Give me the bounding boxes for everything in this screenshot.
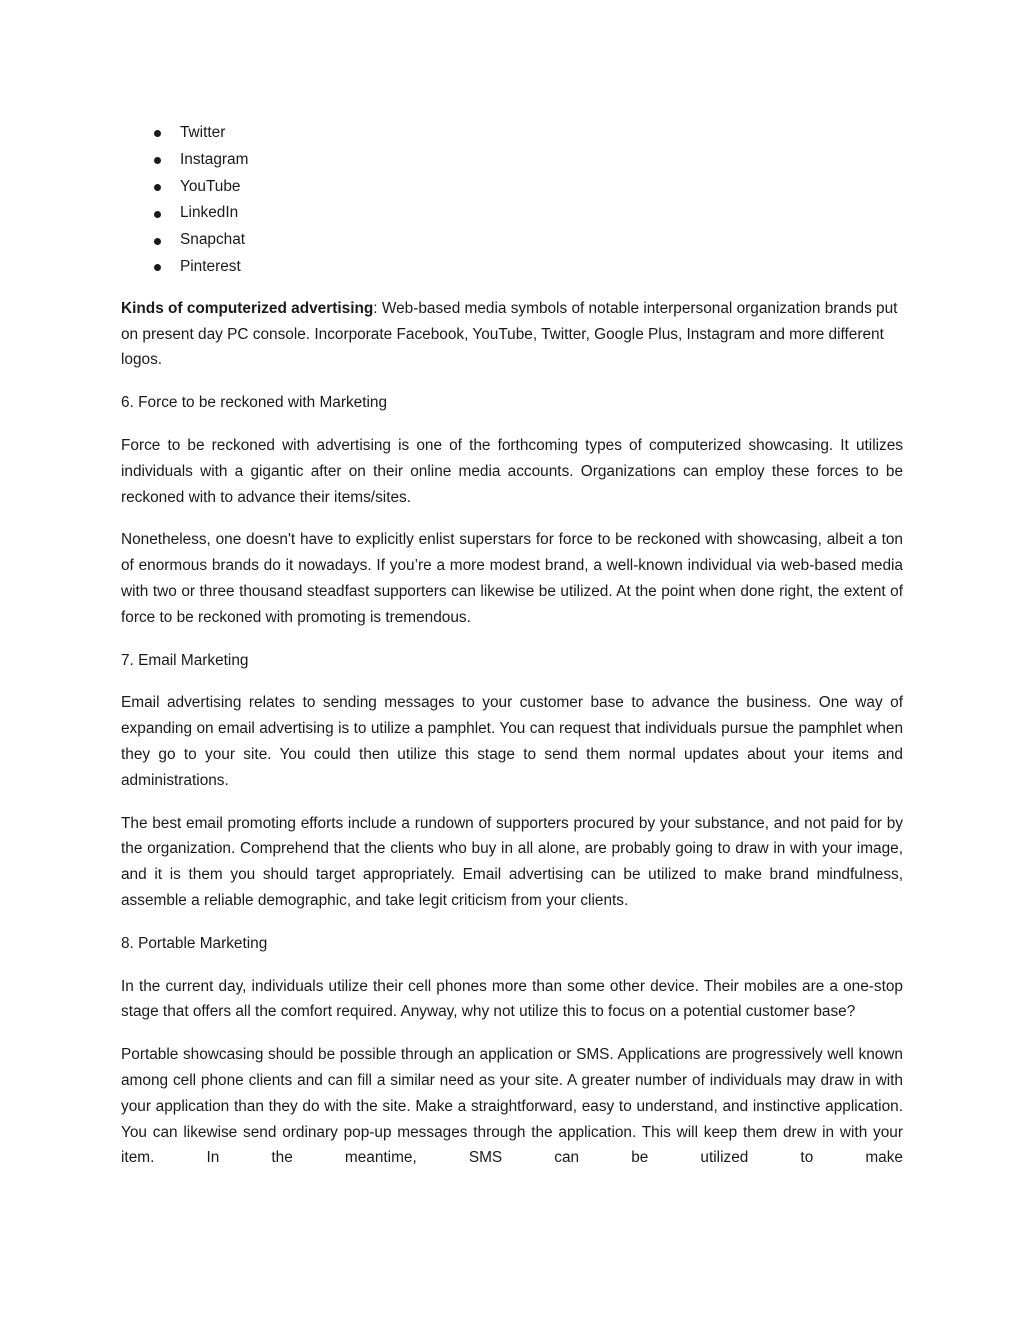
list-item-text: Pinterest (180, 257, 241, 275)
bullet-icon (154, 264, 161, 271)
document-page (121, 120, 903, 1188)
list-item-text: Twitter (180, 124, 226, 141)
list-item (121, 200, 903, 227)
bullet-icon (154, 184, 161, 191)
list-item (121, 147, 903, 174)
list-item (121, 254, 903, 281)
section-8-paragraph-1: In the current day, individuals utilize their cell phones more than some other device. Their mobiles are a one-stop stage that offers all the comfort required. Anyway, why not utilize this to focus on a potential customer base? (121, 977, 903, 1021)
list-item (121, 174, 903, 201)
bullet-icon (154, 130, 161, 137)
bullet-icon (154, 238, 161, 245)
social-network-list (121, 120, 903, 281)
section-6-paragraph-2: Nonetheless, one doesn't have to explicitly enlist superstars for force to be reckoned with showcasing, albeit a ton of enormous brands do it nowadays. If you’re a more modest brand, a well-known individual via web-based media with two or three thousand steadfast supporters can likewise be utilized. At the point when done right, the extent of force to be reckoned with promoting is tremendous. (121, 531, 903, 626)
section-6-heading: 6. Force to be reckoned with Marketing (121, 394, 388, 412)
section-7-heading: 7. Email Marketing (121, 651, 249, 669)
list-item-text: Snapchat (180, 231, 246, 249)
kinds-label: Kinds of computerized advertising (121, 299, 374, 317)
section-7-paragraph-2: The best email promoting efforts include a rundown of supporters procured by your substance, and not paid for by the organization. Comprehend that the clients who buy in all alone, are probably going to draw in with your image, and it is them you should target appropriately. Email advertising can be utilized to make brand mindfulness, assemble a reliable demographic, and take legit criticism from your clients. (121, 814, 903, 909)
kinds-paragraph (121, 296, 903, 373)
section-8-paragraph-2: Portable showcasing should be possible through an application or SMS. Applications are progressively well known among cell phone clients and can fill a similar need as your site. A greater number of individuals may draw in with your application than they do with the site. Make a straightforward, easy to understand, and instinctive application. You can likewise send ordinary pop-up messages through the application. This will keep them drew in with your item. In the meantime, SMS can be utilized to make (121, 1046, 903, 1167)
section-8-heading: 8. Portable Marketing (121, 934, 268, 952)
kinds-text: : Web-based media symbols of notable interpersonal organization brands put on present day PC console. Incorporate Facebook, YouTube, Twitter, Google Plus, Instagram and more different logos. (121, 299, 898, 369)
bullet-icon (154, 157, 161, 164)
list-item-text: LinkedIn (180, 204, 239, 222)
section-7-paragraph-1: Email advertising relates to sending messages to your customer base to advance the business. One way of expanding on email advertising is to utilize a pamphlet. You can request that individuals pursue the pamphlet when they go to your site. You could then utilize this stage to send them normal updates about your items and administrations. (121, 694, 903, 789)
section-6-paragraph-1: Force to be reckoned with advertising is one of the forthcoming types of computerized showcasing. It utilizes individuals with a gigantic after on their online media accounts. Organizations can employ these forces to be reckoned with to advance their items/sites. (121, 436, 903, 506)
list-item-text: YouTube (180, 177, 241, 195)
list-item (121, 120, 903, 147)
list-item (121, 227, 903, 254)
bullet-icon (154, 211, 161, 218)
list-item-text: Instagram (180, 150, 249, 168)
